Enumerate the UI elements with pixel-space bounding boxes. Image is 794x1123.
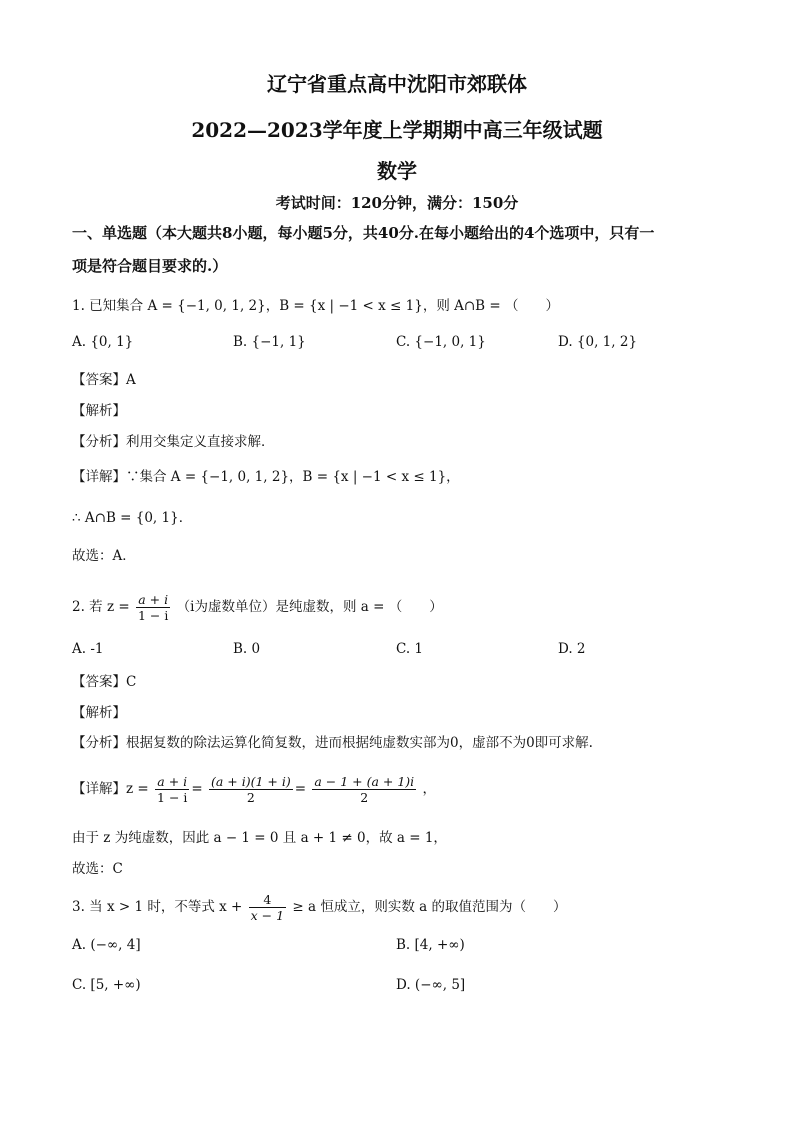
q3-fraction: $\frac{4}{x - 1}$ [250, 892, 285, 923]
q2-option-a: A. -1 [72, 641, 104, 657]
q1-analysis-label: 【解析】 [72, 403, 126, 419]
section-heading: 一、单选题（本大题共8小题，每小题5分，共40分.在每小题给出的4个选项中，只有一 [72, 224, 655, 242]
q3-option-a: A. (−∞, 4] [72, 937, 141, 953]
exam-title-line2: 2022—2023学年度上学期期中高三年级试题 [191, 118, 603, 142]
q2-analysis-label: 【解析】 [72, 705, 126, 721]
q2-detail-fraction-3: $\frac{a - 1 + (a + 1)i}{2}$ [314, 774, 415, 805]
q3-option-b: B. [4, +∞) [396, 937, 465, 953]
q2-detail-fraction-1: $\frac{a + i}{1 - i}$ [157, 774, 188, 805]
q2-option-b: B. 0 [233, 641, 261, 657]
q1-choice: 故选：A． [72, 548, 136, 564]
q2-option-c: C. 1 [396, 641, 424, 657]
q2-detail-fraction-2: $\frac{(a + i)(1 + i)}{2}$ [211, 774, 291, 805]
q2-reason: 由于 z 为纯虚数，因此 a − 1 = 0 且 a + 1 ≠ 0，故 a = 1， [72, 830, 447, 846]
q1-fenxi: 【分析】利用交集定义直接求解． [72, 434, 275, 450]
q1-answer: 【答案】A [72, 372, 136, 388]
exam-title-line1: 辽宁省重点高中沈阳市郊联体 [267, 72, 527, 96]
q3-option-d: D. (−∞, 5] [396, 977, 466, 993]
subject-title: 数学 [377, 159, 417, 183]
q2-choice: 故选：C [72, 861, 123, 877]
q2-option-d: D. 2 [558, 641, 586, 657]
section-heading-cont: 项是符合题目要求的.） [72, 257, 228, 275]
q3-option-c: C. [5, +∞) [72, 977, 141, 993]
q1-detail: 【详解】∵集合 A = {−1, 0, 1, 2}，B = {x | −1 < x ≤ 1}， [72, 469, 460, 485]
q1-stem: 1. 已知集合 A = {−1, 0, 1, 2}，B = {x | −1 < x ≤ 1}，则 A∩B = （ ） [72, 298, 559, 314]
q2-answer: 【答案】C [72, 674, 137, 690]
q2-fraction: $\frac{a + i}{1 - i}$ [137, 592, 169, 623]
q1-option-d: D. {0, 1, 2} [558, 334, 638, 350]
q2-fenxi: 【分析】根据复数的除法运算化简复数，进而根据纯虚数实部为0，虚部不为0即可求解. [72, 735, 593, 751]
q1-result: ∴ A∩B = {0, 1}． [72, 510, 193, 526]
q1-option-b: B. {−1, 1} [233, 334, 306, 350]
q2-detail: 【详解】z = $\frac{a + i}{1 - i}$ = $\frac{(a + i)(1 + i)}{2}$ = $\frac{a - 1 + (a + 1)i}{2}$ ， [72, 774, 436, 805]
q1-option-c: C. {−1, 0, 1} [396, 334, 486, 350]
q3-stem: 3. 当 x > 1 时，不等式 x + $\frac{4}{x - 1}$ ≥ a 恒成立，则实数 a 的取值范围为（ ） [72, 892, 567, 923]
q1-option-a: A. {0, 1} [72, 334, 134, 350]
exam-info: 考试时间：120分钟，满分：150分 [275, 194, 519, 212]
q2-stem: 2. 若 z = $\frac{a + i}{1 - i}$ （i为虚数单位）是纯虚数，则 a = （ ） [72, 592, 443, 623]
